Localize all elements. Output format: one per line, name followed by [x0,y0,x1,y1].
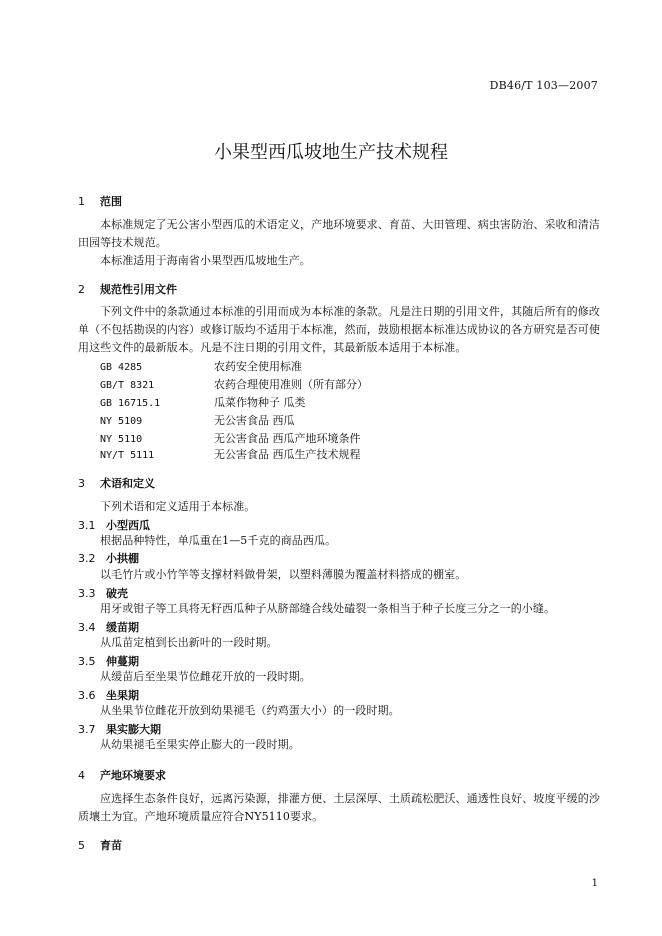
page-number: 1 [591,878,598,889]
section-number: 4 [78,769,85,782]
section-heading-3 [78,475,155,491]
reference-code: GB 16715.1 [100,398,161,409]
reference-code: GB/T 8321 [100,380,155,391]
term-title: 破壳 [106,587,128,600]
reference-item [100,358,302,374]
reference-code: NY/T 5111 [100,450,155,461]
section-heading-1 [78,193,122,209]
paragraph: 下列文件中的条款通过本标准的引用而成为本标准的条款。凡是注日期的引用文件，其随后所有的修改单（不包括勘误的内容）或修订版均不适用于本标准，然而，鼓励根据本标准达成协议的各方研究是否可使用这些文件的最新版本。凡是不注日期的引用文件，其最新版本适用于本标准。 [78,305,600,354]
term-definition: 根据品种特性，单瓜重在1—5千克的商品西瓜。 [100,534,337,547]
term-definition: 从瓜苗定植到长出新叶的一段时期。 [100,636,278,649]
reference-item [100,394,306,410]
reference-name: 无公害食品 西瓜产地环境条件 [214,432,361,445]
reference-code: NY 5110 [100,434,143,445]
term-number: 3.1 [78,519,96,532]
paragraph: 下列术语和定义适用于本标准。 [100,500,256,513]
term-number: 3.7 [78,723,96,736]
reference-name: 无公害食品 西瓜生产技术规程 [214,448,361,461]
section-number: 5 [78,839,85,852]
term-number: 3.3 [78,587,96,600]
reference-item [100,412,295,428]
term-heading [78,550,139,566]
paragraph: 本标准适用于海南省小果型西瓜坡地生产。 [100,254,311,267]
document-title: 小果型西瓜坡地生产技术规程 [214,142,448,163]
section-title: 术语和定义 [100,477,155,490]
term-definition: 用牙或钳子等工具将无籽西瓜种子从脐部缝合线处磕裂一条相当于种子长度三分之一的小缝。 [100,602,556,615]
reference-item [100,430,361,446]
term-title: 缓苗期 [106,621,139,634]
term-title: 果实膨大期 [106,723,161,736]
term-number: 3.4 [78,621,96,634]
reference-name: 瓜菜作物种子 瓜类 [214,396,306,409]
section-number: 1 [78,195,85,208]
term-title: 坐果期 [106,689,139,702]
section-title: 规范性引用文件 [100,283,177,296]
term-title: 伸蔓期 [106,655,139,668]
term-heading [78,687,139,703]
paragraph: 应选择生态条件良好，远离污染源，排灌方便、土层深厚、土质疏松肥沃、通透性良好、坡度平缓的沙质壤土为宜。产地环境质量应符合NY5110要求。 [78,792,600,823]
section-heading-5 [78,837,122,853]
term-definition: 从缓苗后至坐果节位雌花开放的一段时期。 [100,670,311,683]
term-number: 3.5 [78,655,96,668]
section-title: 产地环境要求 [100,769,166,782]
reference-item [100,446,361,462]
term-heading [78,585,128,601]
reference-name: 农药安全使用标准 [214,360,302,373]
section-title: 范围 [100,195,122,208]
section-number: 3 [78,477,85,490]
reference-name: 农药合理使用准则（所有部分） [214,378,368,391]
term-definition: 从坐果节位雌花开放到幼果褪毛（约鸡蛋大小）的一段时期。 [100,704,400,717]
section-title: 育苗 [100,839,122,852]
reference-name: 无公害食品 西瓜 [214,414,295,427]
term-number: 3.2 [78,552,96,565]
term-definition: 以毛竹片或小竹竿等支撑材料做骨架，以塑料薄膜为覆盖材料搭成的棚室。 [100,568,467,581]
standard-code: DB46/T 103—2007 [489,79,598,92]
term-heading [78,517,150,533]
reference-code: NY 5109 [100,416,143,427]
paragraph: 本标准规定了无公害小型西瓜的术语定义，产地环境要求、育苗、大田管理、病虫害防治、采收和清洁田园等技术规范。 [78,218,600,249]
term-title: 小拱棚 [106,552,139,565]
term-title: 小型西瓜 [106,519,150,532]
term-heading [78,653,139,669]
reference-code: GB 4285 [100,362,143,373]
term-heading [78,619,139,635]
term-definition: 从幼果褪毛至果实停止膨大的一段时期。 [100,738,300,751]
reference-item [100,376,368,392]
term-number: 3.6 [78,689,96,702]
section-heading-4 [78,767,166,783]
section-heading-2 [78,281,177,297]
term-heading [78,721,161,737]
section-number: 2 [78,283,85,296]
